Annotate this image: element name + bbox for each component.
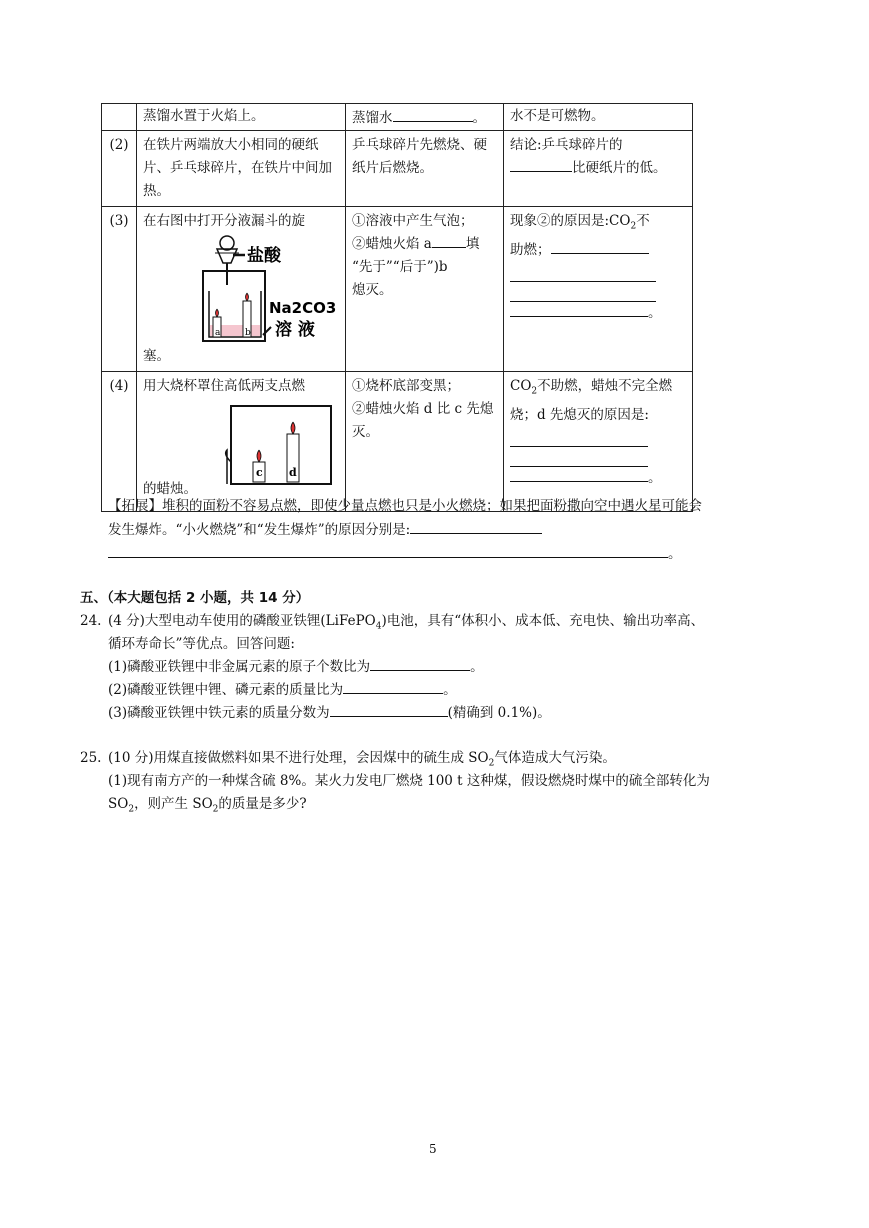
section-title: 五、（本大题包括 2 小题，共 14 分） <box>80 590 310 606</box>
answer-line[interactable] <box>510 282 656 302</box>
answer-blank[interactable] <box>510 302 648 317</box>
phenomenon-cell: 乒乓球碎片先燃烧、硬纸片后燃烧。 <box>346 131 504 207</box>
question-24-line-2: 循环寿命长”等优点。回答问题: <box>108 636 295 652</box>
table-row <box>102 372 693 512</box>
row-number-cell: (2) <box>102 131 137 207</box>
extension-line-2: 发生爆炸。“小火燃烧”和“发生爆炸”的原因分别是: <box>108 519 542 541</box>
candle-b-label: b <box>245 328 251 338</box>
question-25-line-3: $SO_2$，则产生 $SO_2$的质量是多少? <box>108 796 307 815</box>
candle-c-label: c <box>256 466 263 479</box>
answer-line[interactable] <box>108 543 668 558</box>
question-25-number: 25. <box>80 750 102 766</box>
operation-cell: 在铁片两端放大小相同的硬纸片、乒乓球碎片，在铁片中间加热。 <box>137 131 346 207</box>
answer-line[interactable] <box>510 447 648 467</box>
table-row <box>102 207 693 372</box>
funnel-apparatus-figure <box>143 233 337 345</box>
answer-line[interactable] <box>510 262 656 282</box>
answer-blank[interactable] <box>370 656 470 671</box>
answer-blank[interactable] <box>432 233 466 248</box>
conclusion-cell: 现象②的原因是$:CO_2$不 助燃； 。 <box>504 207 693 372</box>
row-number-cell <box>102 104 137 131</box>
operation-cell: 用大烧杯罩住高低两支点燃 c d 的蜡烛。 <box>137 372 346 512</box>
operation-cell: 蒸馏水置于火焰上。 <box>137 104 346 131</box>
answer-blank[interactable] <box>510 157 572 172</box>
question-24-part-1: (1)磷酸亚铁锂中非金属元素的原子个数比为 。 <box>108 656 484 678</box>
table-row <box>102 104 693 131</box>
conclusion-cell: 水不是可燃物。 <box>504 104 693 131</box>
candle-d-label: d <box>289 466 297 479</box>
beaker-candles-figure <box>143 400 327 488</box>
answer-blank[interactable] <box>330 702 448 717</box>
row-number-cell: (4) <box>102 372 137 512</box>
phenomenon-cell: ①烧杯底部变黑； ②蜡烛火焰 d 比 c 先熄灭。 <box>346 372 504 512</box>
extension-line-1: 【拓展】堆积的面粉不容易点燃，即使少量点燃也只是小火燃烧；如果把面粉撒向空中遇火星可能会 <box>108 498 702 514</box>
experiment-table <box>101 103 693 512</box>
row-number-cell: (3) <box>102 207 137 372</box>
operation-cell: 在右图中打开分液漏斗的旋 盐酸 a b Na2CO3 溶 液 塞。 <box>137 207 346 372</box>
acid-label: 盐酸 <box>247 246 281 266</box>
question-25-line-1: (10 分)用煤直接做燃料如果不进行处理，会因煤中的硫生成 $SO_2$气体造成大气污染。 <box>108 750 616 769</box>
answer-line[interactable] <box>510 427 648 447</box>
table-row <box>102 131 693 207</box>
conclusion-cell: 结论:乒乓球碎片的 比硬纸片的低。 <box>504 131 693 207</box>
phenomenon-cell: ①溶液中产生气泡； ②蜡烛火焰 a 填 “先于”“后于”)b 熄灭。 <box>346 207 504 372</box>
solution-label: 溶 液 <box>275 320 315 340</box>
question-24-part-2: (2)磷酸亚铁锂中锂、磷元素的质量比为 。 <box>108 679 457 701</box>
conclusion-cell: $CO_2$不助燃，蜡烛不完全燃烧；d 先熄灭的原因是: 。 <box>504 372 693 512</box>
solution-formula-label: Na2CO3 <box>269 299 337 317</box>
answer-blank[interactable] <box>410 519 542 534</box>
candle-a-label: a <box>215 328 221 338</box>
phenomenon-cell: 蒸馏水 。 <box>346 104 504 131</box>
page-number: 5 <box>429 1142 437 1156</box>
question-25-line-2: (1)现有南方产的一种煤含硫 8%。某火力发电厂燃烧 100 t 这种煤，假设燃烧时煤中的硫全部转化为 <box>108 773 710 789</box>
extension-line-3: 。 <box>108 543 682 565</box>
answer-blank[interactable] <box>510 467 648 482</box>
question-24-line-1: (4 分)大型电动车使用的磷酸亚铁锂(LiFePO$_4$)电池，具有“体积小、成本低、充电快、输出功率高、 <box>108 613 705 632</box>
answer-blank[interactable] <box>393 107 473 122</box>
question-24-number: 24. <box>80 613 102 629</box>
question-24-part-3: (3)磷酸亚铁锂中铁元素的质量分数为 (精确到 0.1%)。 <box>108 702 551 724</box>
answer-blank[interactable] <box>551 239 649 254</box>
answer-blank[interactable] <box>343 679 443 694</box>
